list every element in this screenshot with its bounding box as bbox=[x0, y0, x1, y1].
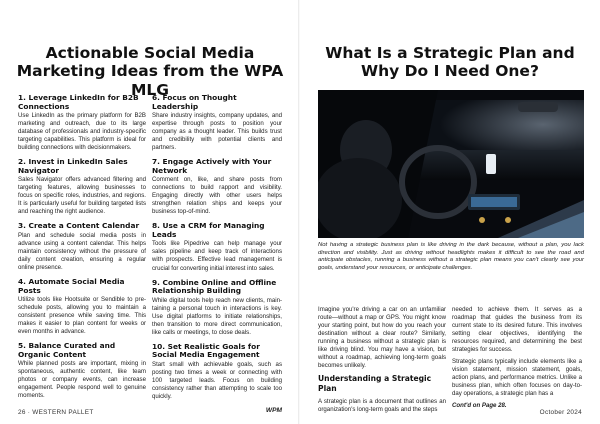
tip-heading: 4. Automate Social Media Posts bbox=[18, 277, 125, 295]
left-page-title: Actionable Social Media Marketing Ideas from the WPA MLG bbox=[16, 44, 284, 99]
tip-body: Utilize tools like Hootsuite or Sendible to pre-schedule posts, allowing you to maintain a consistent presence while saving time. This makes it easier to plan content for weeks or even months in advance. bbox=[18, 296, 146, 336]
tip-section bbox=[18, 278, 146, 336]
tip-heading: 1. Leverage LinkedIn for B2B Connections bbox=[18, 93, 139, 111]
right-page-title: What Is a Strategic Plan and Why Do I Need One? bbox=[325, 44, 575, 81]
tip-heading: 7. Engage Actively with Your Network bbox=[152, 157, 272, 175]
tip-section bbox=[152, 158, 282, 216]
tip-heading: 5. Balance Curated and Organic Content bbox=[18, 341, 116, 359]
tip-heading: 2. Invest in LinkedIn Sales Navigator bbox=[18, 157, 128, 175]
right-column-2 bbox=[452, 306, 582, 414]
photo-caption: Not having a strategic business plan is like driving in the dark because, without a plan, you lack direction and visibility. Just as driving without headlights makes it difficult to see the road and anticipate obstacles, running a business without a strategic plan means you can't clearly see your goals, understand your resources, or anticipate challenges. bbox=[318, 242, 584, 272]
tip-body: Use LinkedIn as the primary platform for B2B marketing and outreach, due to its large database of professionals and industry-specific targeting capabilities. This platform is ideal for building connections with decisionmakers. bbox=[18, 112, 146, 152]
tip-section bbox=[18, 342, 146, 400]
tip-body: Sales Navigator offers advanced filtering and targeting features, allowing businesses to focus on specific roles, industries, and regions. It is particularly useful for building targeted lists and reaching the right audience. bbox=[18, 176, 146, 216]
tip-section bbox=[152, 222, 282, 272]
tip-heading: 3. Create a Content Calendar bbox=[18, 221, 140, 231]
tip-heading: 8. Use a CRM for Managing Leads bbox=[152, 221, 265, 239]
tip-heading: 9. Combine Online and Offline Relationship Building bbox=[152, 277, 277, 296]
left-column-1 bbox=[18, 94, 146, 406]
page-footer-right: October 2024 bbox=[539, 409, 582, 416]
article-subheading: Understanding a Strategic Plan bbox=[318, 374, 432, 394]
tip-body: While planned posts are important, mixing in spontaneous, authentic content, like team photos or company events, can increase engagement. People respond well to genuine moments. bbox=[18, 360, 146, 400]
tip-section bbox=[18, 158, 146, 216]
tip-body: While digital tools help reach new clients, main- taining a personal touch in interactions is key. Use digital platforms to initiate relationships, then transition to more direct communication, like calls or meetings, to close deals. bbox=[152, 296, 282, 336]
article-photo bbox=[318, 90, 584, 238]
left-column-2 bbox=[152, 94, 282, 416]
tip-section bbox=[18, 222, 146, 272]
page-footer-left: 26 · WESTERN PALLET bbox=[18, 409, 94, 416]
right-column-1 bbox=[318, 306, 446, 418]
article-paragraph: Strategic plans typically include elements like a vision statement, mission statement, goals, action plans, and performance metrics. Unlike a business plan, which often focuses on day-to-day operations, a strategic plan has a bbox=[452, 358, 582, 398]
tip-body: Tools like Pipedrive can help manage your sales pipeline and keep track of interactions with prospects. Effective lead management is crucial for converting initial interest into sales. bbox=[152, 240, 282, 272]
tip-heading: 10. Set Realistic Goals for Social Media Engagement bbox=[152, 341, 260, 360]
tip-section bbox=[152, 94, 282, 152]
tip-body: Start small with achievable goals, such as posting two times a week or connecting with 100 targeted leads. Focus on building consistency rather than attempting to scale too quickly. bbox=[152, 360, 282, 400]
night-driving-photo bbox=[318, 90, 584, 238]
article-paragraph: Imagine you're driving a car on an unfamiliar route—without a map or GPS. You might know your starting point, but how do you reach your destination without a clear route? Similarly, running a business without a strategic plan is like driving blind. You may have a vision, but without a roadmap, achieving long-term goals becomes unlikely. bbox=[318, 306, 446, 370]
tip-section bbox=[152, 343, 282, 401]
continued-note: Cont'd on Page 28. bbox=[452, 402, 507, 410]
tip-body: Comment on, like, and share posts from connections to build rapport and visibility. Engaging directly with other users helps strengthen relation ships and keeps your business top-of-mind. bbox=[152, 176, 282, 216]
tip-heading: 6. Focus on Thought Leadership bbox=[152, 93, 237, 111]
article-paragraph: A strategic plan is a document that outlines an organization's long-term goals and the steps bbox=[318, 398, 446, 414]
tip-section bbox=[18, 94, 146, 152]
tip-section bbox=[152, 279, 282, 337]
tip-body: Plan and schedule social media posts in advance using a content calendar. This helps maintain consistency without the pressure of daily content creation, ensuring a regular online presence. bbox=[18, 231, 146, 272]
article-paragraph: needed to achieve them. It serves as a roadmap that guides the business from its current state to its desired future. This involves setting clear objectives, identifying the resources required, and determining the best strategies for success. bbox=[452, 306, 582, 354]
tip-body: Share industry insights, company updates, and expertise through posts to position your company as a thought leader. This builds trust and credibility with potential clients and partners. bbox=[152, 112, 282, 152]
signature: WPM bbox=[265, 406, 282, 414]
